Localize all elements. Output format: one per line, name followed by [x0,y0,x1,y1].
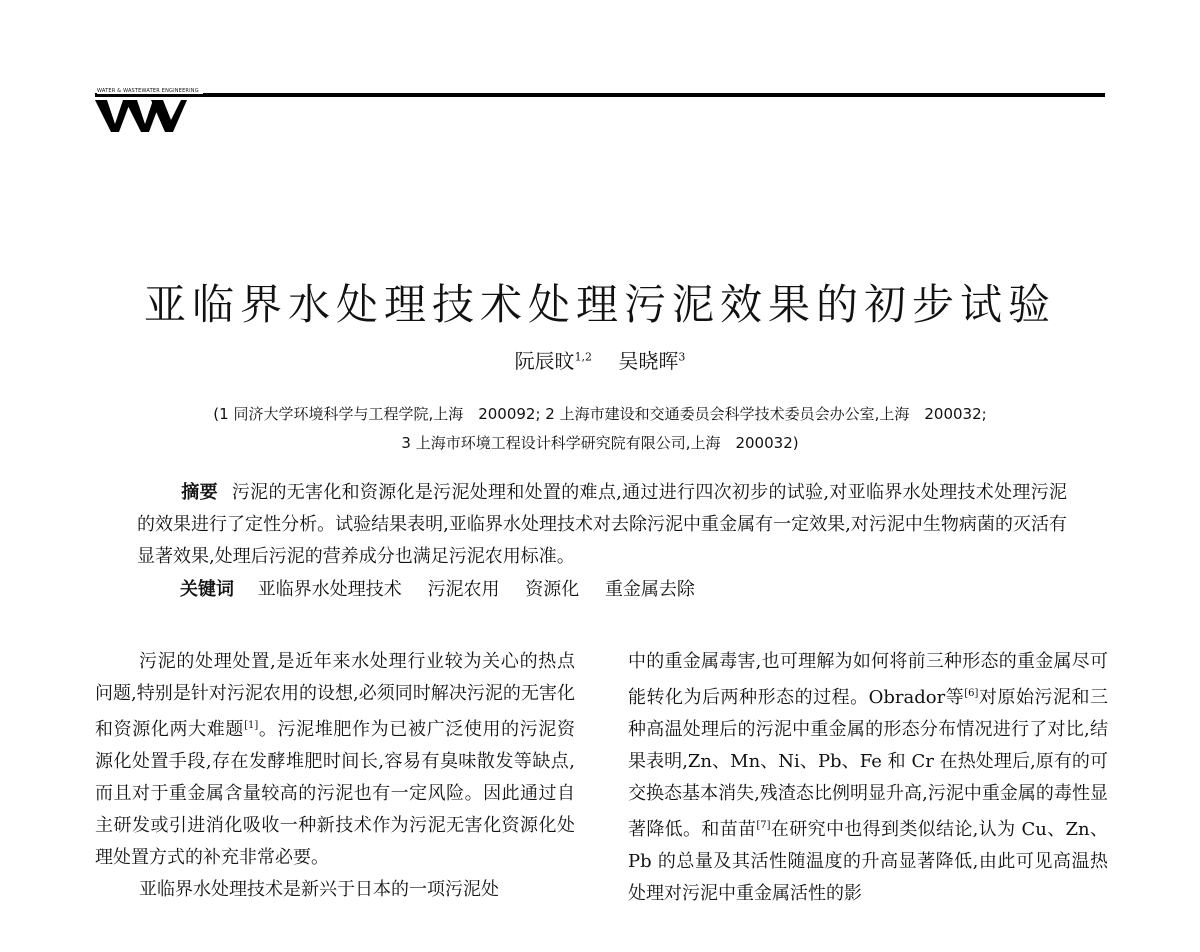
author-line [0,345,1200,374]
keyword-item: 污泥农用 [427,579,500,600]
body-column-right [628,646,1108,910]
affiliation-line-2: 3 上海市环境工程设计科学研究院有限公司,上海 200032) [401,434,799,452]
header-rule [95,93,1105,97]
abstract-label: 摘要 [181,482,218,503]
keywords-label: 关键词 [180,579,234,600]
author-1: 阮辰旼$^{1,2}$ [514,349,593,373]
paper-title: 亚临界水处理技术处理污泥效果的初步试验 [143,280,1056,329]
body-paragraph: 亚临界水处理技术是新兴于日本的一项污泥处 [139,879,499,900]
abstract-text: 污泥的无害化和资源化是污泥处理和处置的难点,通过进行四次初步的试验,对亚临界水处理技术处理污泥的效果进行了定性分析。试验结果表明,亚临界水处理技术对去除污泥中重金属有一定效果,对污泥中生物病菌的灭活有显著效果,处理后污泥的营养成分也满足污泥农用标准。 [137,482,1067,567]
body-column-left [95,646,575,906]
citation: [7] [756,820,771,831]
keyword-item: 资源化 [525,579,580,600]
citation: [1] [244,720,259,731]
citation: [6] [964,688,979,699]
journal-header [95,88,1105,138]
journal-logo [95,98,187,134]
affiliation-line-1: (1 同济大学环境科学与工程学院,上海 200092; 2 上海市建设和交通委员会科学技术委员会办公室,上海 200032; [213,405,987,423]
abstract [137,477,1067,573]
keyword-item: 重金属去除 [604,579,695,600]
author-2: 吴晓晖$^3$ [618,349,686,373]
body-paragraph: 污泥的处理处置,是近年来水处理行业较为关心的热点问题,特别是针对污泥农用的设想,必须同时解决污泥的无害化和资源化两大难题[1]。污泥堆肥作为已被广泛使用的污泥资源化处置手段,存在发酵堆肥时间长,容易有臭味散发等缺点,而且对于重金属含量较高的污泥也有一定风险。因此通过自主研发或引进消化吸收一种新技术作为污泥无害化资源化处理处置方式的补充非常必要。 [95,651,576,868]
keywords [180,575,715,601]
body-paragraph: 中的重金属毒害,也可理解为如何将前三种形态的重金属尽可能转化为后两种形态的过程。Obrador等[6]对原始污泥和三种高温处理后的污泥中重金属的形态分布情况进行了对比,结果表明,Zn、Mn、Ni、Pb、Fe 和 Cr 在热处理后,原有的可交换态基本消失,残渣态比例明显升高,污泥中重金属的毒性显著降低。和苗苗[7]在研究中也得到类似结论,认为 Cu、Zn、Pb 的总量及其活性随温度的升高显著降低,由此可见高温热处理对污泥中重金属活性的影 [628,651,1109,904]
keyword-item: 亚临界水处理技术 [257,579,402,600]
journal-tag: WATER & WASTEWATER ENGINEERING [97,88,203,94]
